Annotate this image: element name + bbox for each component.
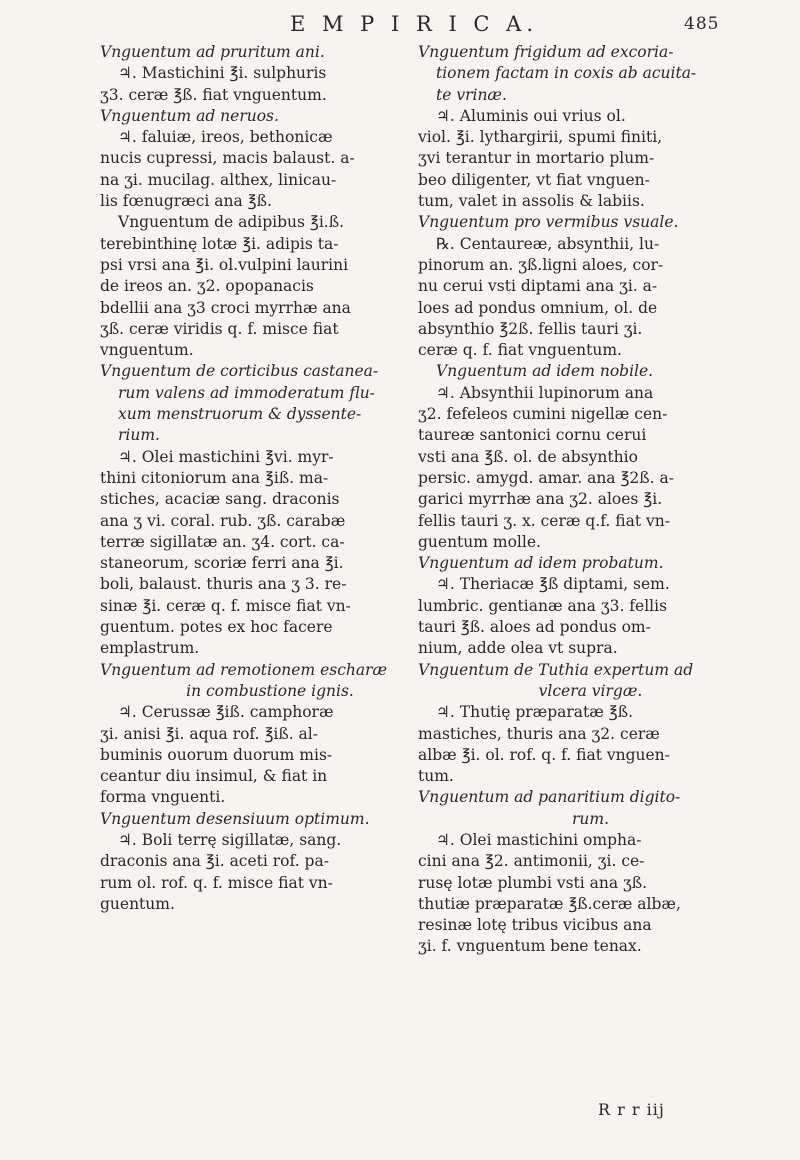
text-line: guentum. potes ex hoc facere <box>100 618 333 637</box>
text-line: mastiches, thuris ana ʒ2. ceræ <box>418 724 660 743</box>
text-line: lis fœnugræci ana ℥ß. <box>100 192 272 211</box>
text-line: na ʒi. mucilag. althex, linicau- <box>100 170 337 189</box>
text-line: ♃. Absynthii lupinorum ana <box>436 383 654 402</box>
text-line: rum ol. rof. q. f. misce fiat vn- <box>100 873 333 892</box>
text-line: guentum molle. <box>418 532 541 551</box>
text-line: ʒ2. fefeleos cumini nigellæ cen- <box>418 405 668 424</box>
text-line: ʒß. ceræ viridis q. f. misce fiat <box>100 319 339 338</box>
text-line: ceantur diu insimul, & fiat in <box>100 767 328 786</box>
text-line: Vnguentum de adipibus ℥i.ß. <box>118 213 344 232</box>
recipe-heading: vlcera virgæ. <box>538 681 643 700</box>
text-line: nu cerui vsti diptami ana ʒi. a- <box>418 277 658 296</box>
text-line: buminis ouorum duorum mis- <box>100 745 333 764</box>
text-line: thini citoniorum ana ℥iß. ma- <box>100 468 329 487</box>
recipe-heading: te vrinæ. <box>436 85 507 104</box>
text-line: resinæ lotę tribus vicibus ana <box>418 916 652 935</box>
text-line: terebinthinę lotæ ℥i. adipis ta- <box>100 234 339 253</box>
running-head <box>290 12 720 42</box>
text-line: ♃. Theriacæ ℥ß diptami, sem. <box>436 575 670 594</box>
text-line: vnguentum. <box>100 341 194 360</box>
text-line: fellis tauri ʒ. x. ceræ q.f. fiat vn- <box>418 511 670 530</box>
recipe-heading: Vnguentum ad idem nobile. <box>436 362 654 381</box>
text-line: rusę lotæ plumbi vsti ana ʒß. <box>418 873 648 892</box>
text-line: pinorum an. ʒß.ligni aloes, cor- <box>418 255 664 274</box>
text-line: draconis ana ℥i. aceti rof. pa- <box>100 852 329 871</box>
text-line: ʒi. anisi ℥i. aqua rof. ℥iß. al- <box>100 724 318 743</box>
text-line: ♃. Boli terrę sigillatæ, sang. <box>118 830 342 849</box>
text-line: boli, balaust. thuris ana ʒ 3. re- <box>100 575 347 594</box>
recipe-heading: Vnguentum frigidum ad excoria- <box>418 43 674 61</box>
text-line: lumbric. gentianæ ana ʒ3. fellis <box>418 596 668 615</box>
text-line: sinæ ℥i. ceræ q. f. misce fiat vn- <box>100 596 351 615</box>
text-line: bdellii ana ʒ3 croci myrrhæ ana <box>100 298 351 317</box>
recipe-heading: Vnguentum desensiuum optimum. <box>100 809 370 828</box>
text-line: ♃. Olei mastichini ℥vi. myr- <box>118 447 334 466</box>
text-line: ♃. Olei mastichini ompha- <box>436 830 642 849</box>
recipe-heading: Vnguentum pro vermibus vsuale. <box>418 213 679 232</box>
text-line: ℞. Centaureæ, absynthii, lu- <box>436 234 660 253</box>
recipe-heading: rium. <box>118 426 160 445</box>
text-line: thutiæ præparatæ ℥ß.ceræ albæ, <box>418 894 681 913</box>
text-line: absynthio ℥2ß. fellis tauri ʒi. <box>418 319 643 338</box>
text-line: albæ ℥i. ol. rof. q. f. fiat vnguen- <box>418 745 670 764</box>
text-line: de ireos an. ʒ2. opopanacis <box>100 277 314 296</box>
text-line: terræ sigillatæ an. ʒ4. cort. ca- <box>100 532 345 551</box>
page-number: 485 <box>684 14 720 34</box>
text-line: loes ad pondus omnium, ol. de <box>418 298 658 317</box>
recipe-heading: Vnguentum ad panaritium digito- <box>418 788 681 807</box>
recipe-heading: tionem factam in coxis ab acuita- <box>436 64 697 83</box>
recipe-heading: Vnguentum de corticibus castanea- <box>100 362 379 381</box>
right-column <box>418 42 763 958</box>
text-line: ʒvi terantur in mortario plum- <box>418 149 655 168</box>
text-line: psi vrsi ana ℥i. ol.vulpini laurini <box>100 255 349 274</box>
recipe-heading: Vnguentum ad remotionem escharæ <box>100 660 388 679</box>
text-line: ʒi. f. vnguentum bene tenax. <box>418 937 642 956</box>
recipe-heading: xum menstruorum & dyssente- <box>118 405 362 424</box>
text-line: ♃. Aluminis oui vrius ol. <box>436 106 626 125</box>
text-line: nucis cupressi, macis balaust. a- <box>100 149 355 168</box>
text-line: ♃. faluiæ, ireos, bethonicæ <box>118 128 333 147</box>
text-line: stiches, acaciæ sang. draconis <box>100 490 340 509</box>
text-line: beo diligenter, vt fiat vnguen- <box>418 170 650 189</box>
text-line: nium, adde olea vt supra. <box>418 639 618 658</box>
text-line: emplastrum. <box>100 639 200 658</box>
text-line: tum, valet in assolis & labiis. <box>418 192 645 211</box>
signature-mark: R r r iij <box>598 1100 665 1119</box>
recipe-heading: rum valens ad immoderatum flu- <box>118 383 375 402</box>
text-line: ♃. Mastichini ℥i. sulphuris <box>118 64 327 83</box>
text-line: cini ana ℥2. antimonii, ʒi. ce- <box>418 852 645 871</box>
text-line: ana ʒ vi. coral. rub. ʒß. carabæ <box>100 511 346 530</box>
recipe-heading: Vnguentum ad neruos. <box>100 106 279 125</box>
recipe-heading: Vnguentum de Tuthia expertum ad <box>418 660 694 679</box>
text-line: staneorum, scoriæ ferri ana ℥i. <box>100 554 344 573</box>
text-line: persic. amygd. amar. ana ℥2ß. a- <box>418 468 674 487</box>
recipe-heading: Vnguentum ad pruritum ani. <box>100 43 325 61</box>
recipe-heading: rum. <box>571 809 610 828</box>
text-line: ♃. Cerussæ ℥iß. camphoræ <box>118 703 334 722</box>
text-line: viol. ℥i. lythargirii, spumi finiti, <box>418 128 663 147</box>
text-line: vsti ana ℥ß. ol. de absynthio <box>418 447 638 466</box>
left-column <box>100 42 440 915</box>
text-line: tauri ℥ß. aloes ad pondus om- <box>418 618 651 637</box>
text-line: ʒ3. ceræ ℥ß. fiat vnguentum. <box>100 85 327 104</box>
recipe-heading: in combustione ignis. <box>186 681 354 700</box>
text-line: ♃. Thutię præparatæ ℥ß. <box>436 703 634 722</box>
text-line: tum. <box>418 767 454 786</box>
text-line: ceræ q. f. fiat vnguentum. <box>418 341 622 360</box>
text-line: guentum. <box>100 894 175 913</box>
text-line: forma vnguenti. <box>100 788 226 807</box>
text-line: taureæ santonici cornu cerui <box>418 426 647 445</box>
running-title: E M P I R I C A. <box>290 12 538 36</box>
recipe-heading: Vnguentum ad idem probatum. <box>418 554 664 573</box>
text-line: garici myrrhæ ana ʒ2. aloes ℥i. <box>418 490 663 509</box>
